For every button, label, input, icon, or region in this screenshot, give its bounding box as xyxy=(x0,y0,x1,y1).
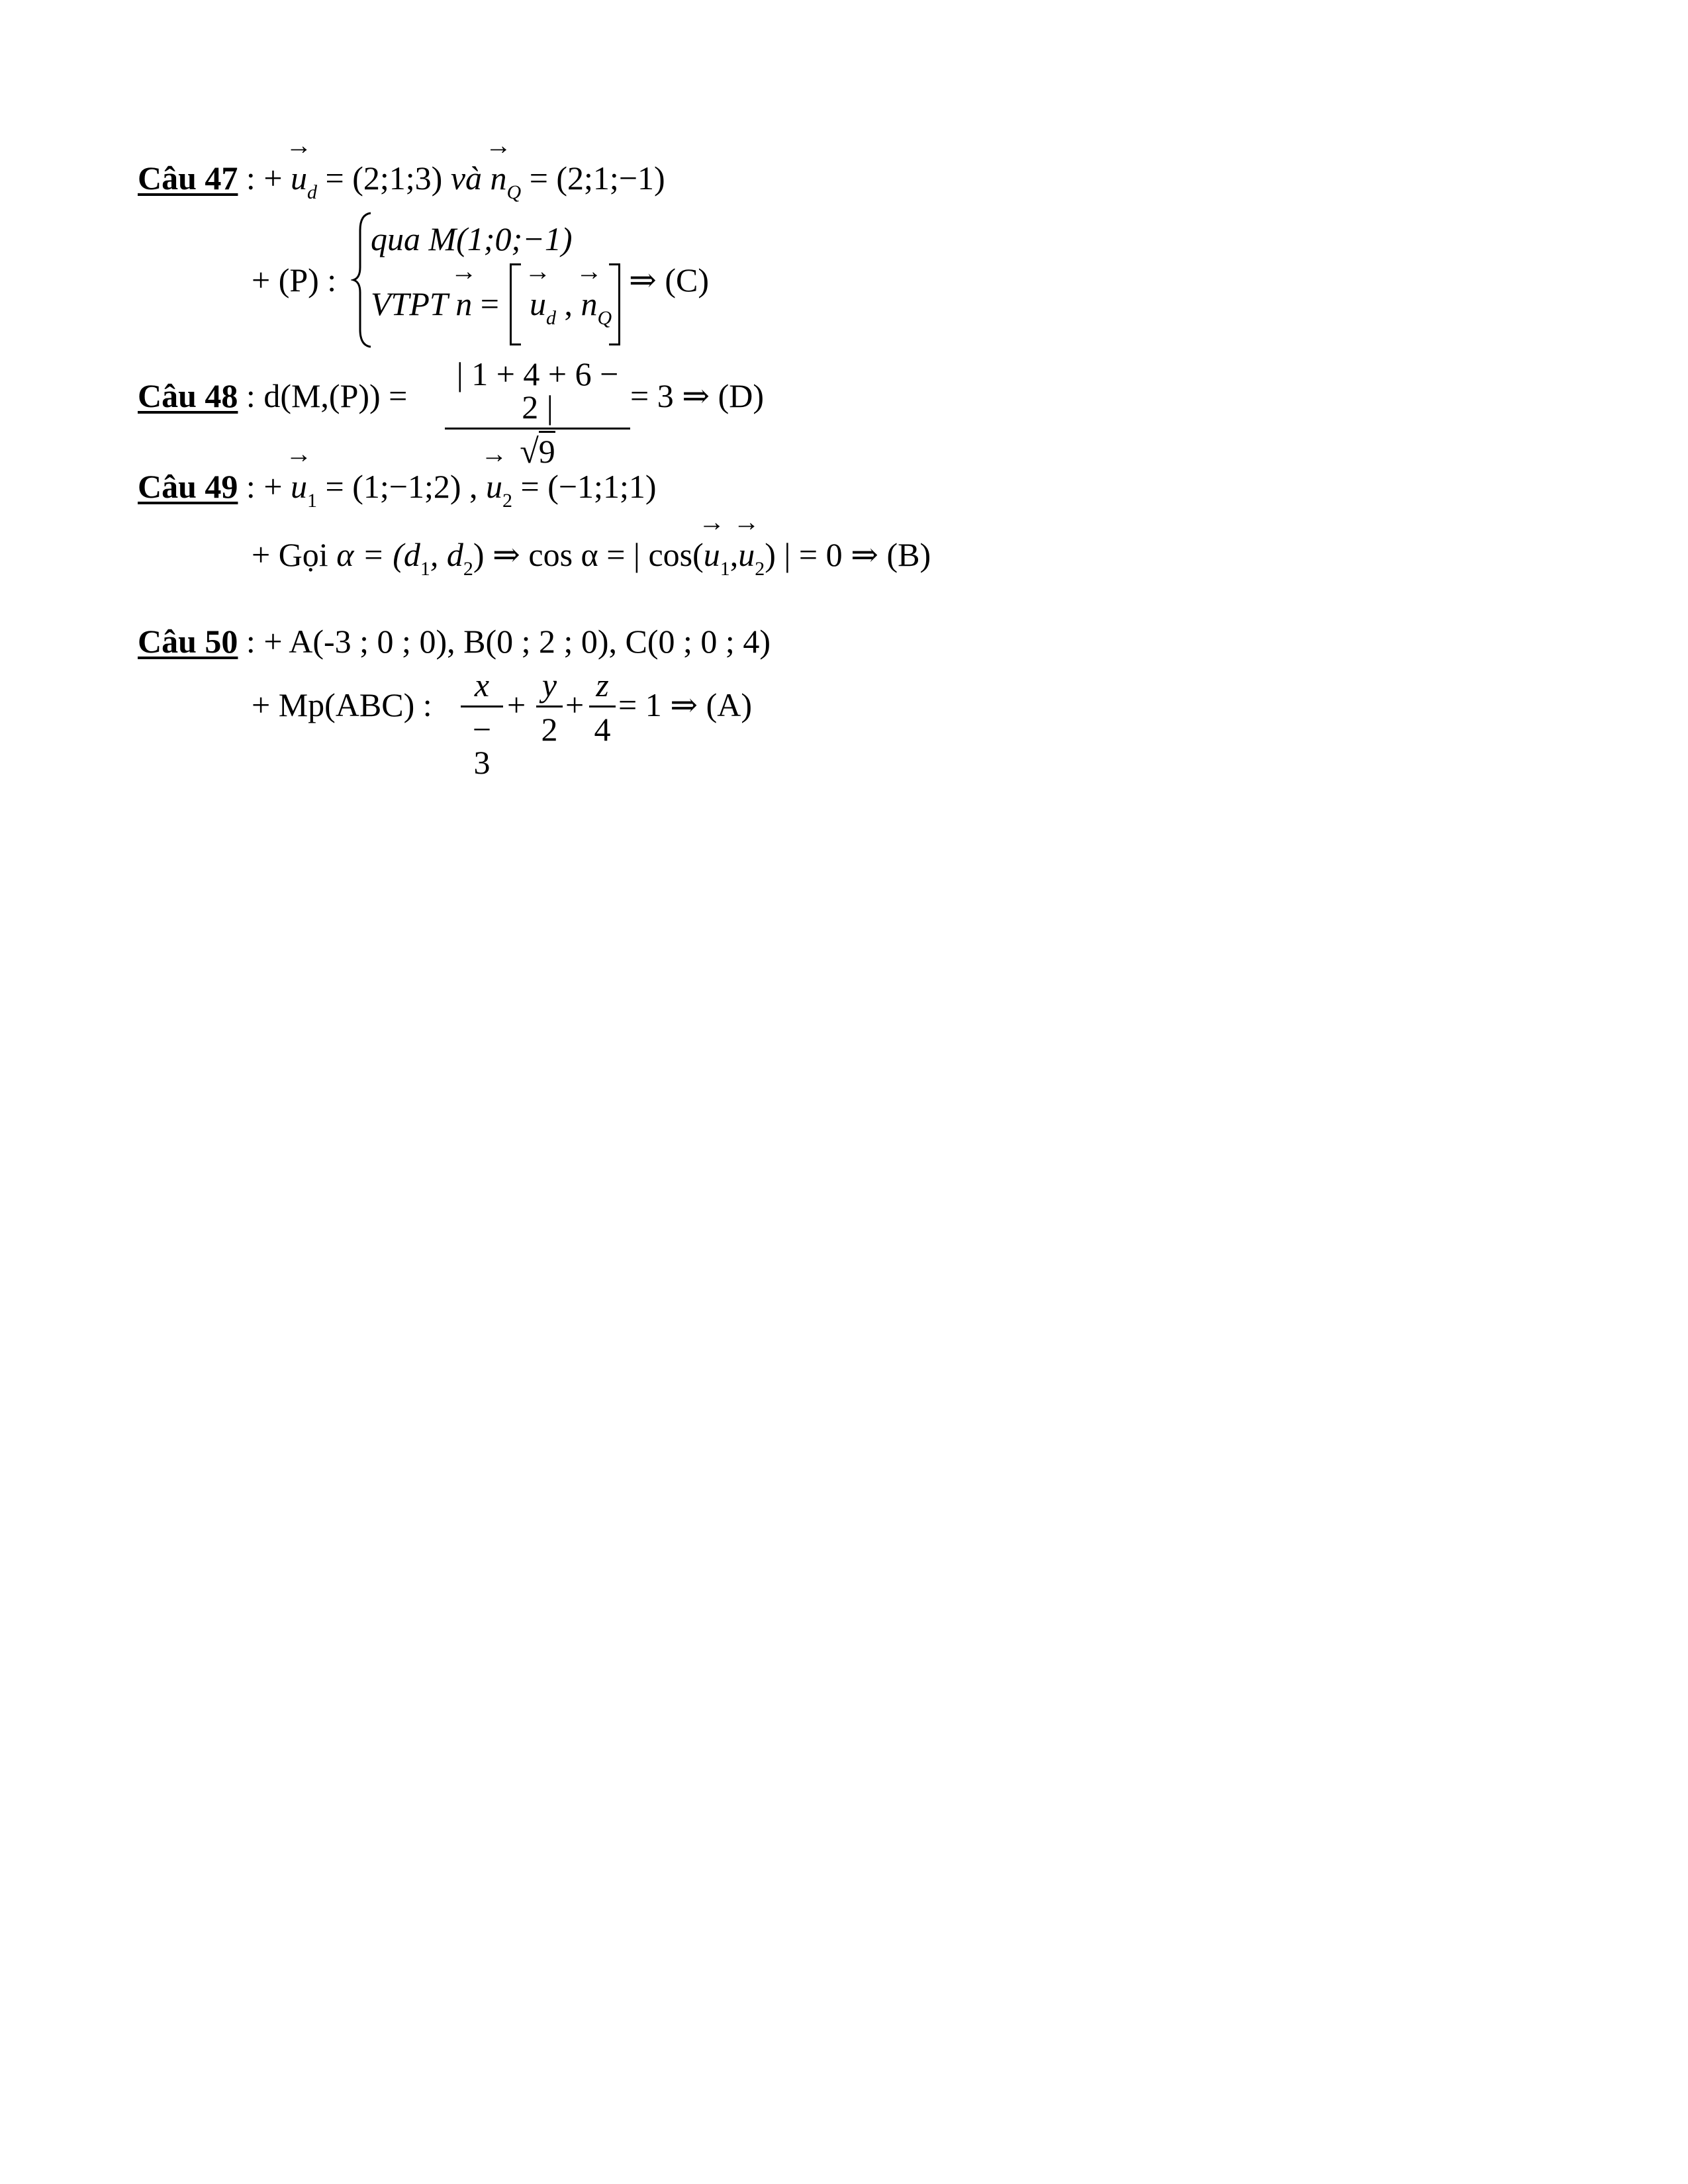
q47-line1 xyxy=(138,159,665,203)
alpha-def: α = (d xyxy=(336,536,420,573)
q49-line1 xyxy=(138,468,657,512)
vector-n-q-inner: → n xyxy=(581,287,598,320)
sub-d-inner: d xyxy=(546,307,556,329)
q50-points: : + A(-3 ; 0 ; 0), B(0 ; 2 ; 0), C(0 ; 0 ; 4) xyxy=(238,623,771,660)
q48-denominator xyxy=(445,430,630,469)
cos-expr: ) ⇒ cos α = | cos( xyxy=(473,536,704,573)
bracket-right xyxy=(609,263,620,345)
q48-line xyxy=(138,379,407,412)
q50-fraction-2 xyxy=(536,668,563,746)
q48-result: = 3 ⇒ (D) xyxy=(630,377,765,414)
vector-n-q: → n xyxy=(491,161,507,195)
comma-cos: , xyxy=(729,536,739,573)
vector-u1: → u xyxy=(291,470,307,503)
goi-label: + Gọi xyxy=(252,536,337,573)
q49-line2 xyxy=(252,536,931,580)
vector-u-d: → u xyxy=(291,161,307,195)
sub-2: 2 xyxy=(502,490,512,512)
vtpt-label: VTPT xyxy=(371,285,456,322)
frac1-num: x xyxy=(461,668,503,707)
conj-va: và xyxy=(450,159,491,197)
frac2-num: y xyxy=(536,668,563,707)
cross-product-bracket xyxy=(510,263,521,345)
q50-fraction-1 xyxy=(461,668,503,779)
sub-q: Q xyxy=(506,181,522,203)
brace-line2 xyxy=(371,287,499,320)
frac1-den: − 3 xyxy=(472,711,492,781)
frac2-den: 2 xyxy=(541,711,558,748)
vector-u-d-inner: → u xyxy=(530,287,546,320)
q48-numerator: | 1 + 4 + 6 − 2 | xyxy=(445,357,630,430)
q50-line2-prefix: + Mp(ABC) : xyxy=(252,686,432,723)
sub-d2: 2 xyxy=(463,558,473,580)
q47-result: ⇒ (C) xyxy=(629,261,710,298)
q50-fraction-3 xyxy=(589,668,616,746)
bracket-left xyxy=(510,263,521,345)
q48-label: Câu 48 xyxy=(138,377,238,414)
comma-d: , d xyxy=(430,536,463,573)
sub-d: d xyxy=(307,181,318,203)
frac3-num: z xyxy=(589,668,616,707)
q47-line2-prefix xyxy=(252,263,336,296)
plus-2: + xyxy=(565,686,585,723)
q50-result: = 1 ⇒ (A) xyxy=(618,686,753,723)
bracket-right-wrap xyxy=(609,263,620,345)
q47-prefix: : + xyxy=(238,159,291,197)
q50-line1 xyxy=(138,625,771,658)
sub-q-inner: Q xyxy=(597,307,612,329)
equals: = xyxy=(472,285,499,322)
comma: , xyxy=(556,285,581,322)
plane-p-label: + (P) : xyxy=(252,261,337,298)
sub-1: 1 xyxy=(307,490,318,512)
vector-u1-cos: → u xyxy=(704,538,720,571)
radicand: 9 xyxy=(539,431,555,470)
cross-product-content xyxy=(530,285,612,329)
u-d-value: = (2;1;3) xyxy=(317,159,451,197)
q49-label: Câu 49 xyxy=(138,468,238,505)
q49-result: ) | = 0 ⇒ (B) xyxy=(765,536,931,573)
q50-label: Câu 50 xyxy=(138,623,238,660)
u2-value: = (−1;1;1) xyxy=(512,468,657,505)
q49-prefix: : + xyxy=(238,468,291,505)
sub-2-cos: 2 xyxy=(755,558,765,580)
vector-u2-cos: → u xyxy=(738,538,755,571)
q48-fraction xyxy=(445,357,630,469)
vector-u2: → u xyxy=(486,470,502,503)
q47-label: Câu 47 xyxy=(138,159,238,197)
n-q-value: = (2;1;−1) xyxy=(521,159,665,197)
sub-1-cos: 1 xyxy=(720,558,730,580)
sub-d1: 1 xyxy=(420,558,430,580)
brace-line1: qua M(1;0;−1) xyxy=(371,220,573,257)
sqrt-icon: √ xyxy=(520,433,539,471)
frac3-den: 4 xyxy=(594,711,611,748)
vector-n: → n xyxy=(455,287,472,320)
q48-prefix: : d(M,(P)) = xyxy=(238,377,408,414)
u1-value: = (1;−1;2) , xyxy=(317,468,486,505)
plus-1: + xyxy=(507,686,526,723)
